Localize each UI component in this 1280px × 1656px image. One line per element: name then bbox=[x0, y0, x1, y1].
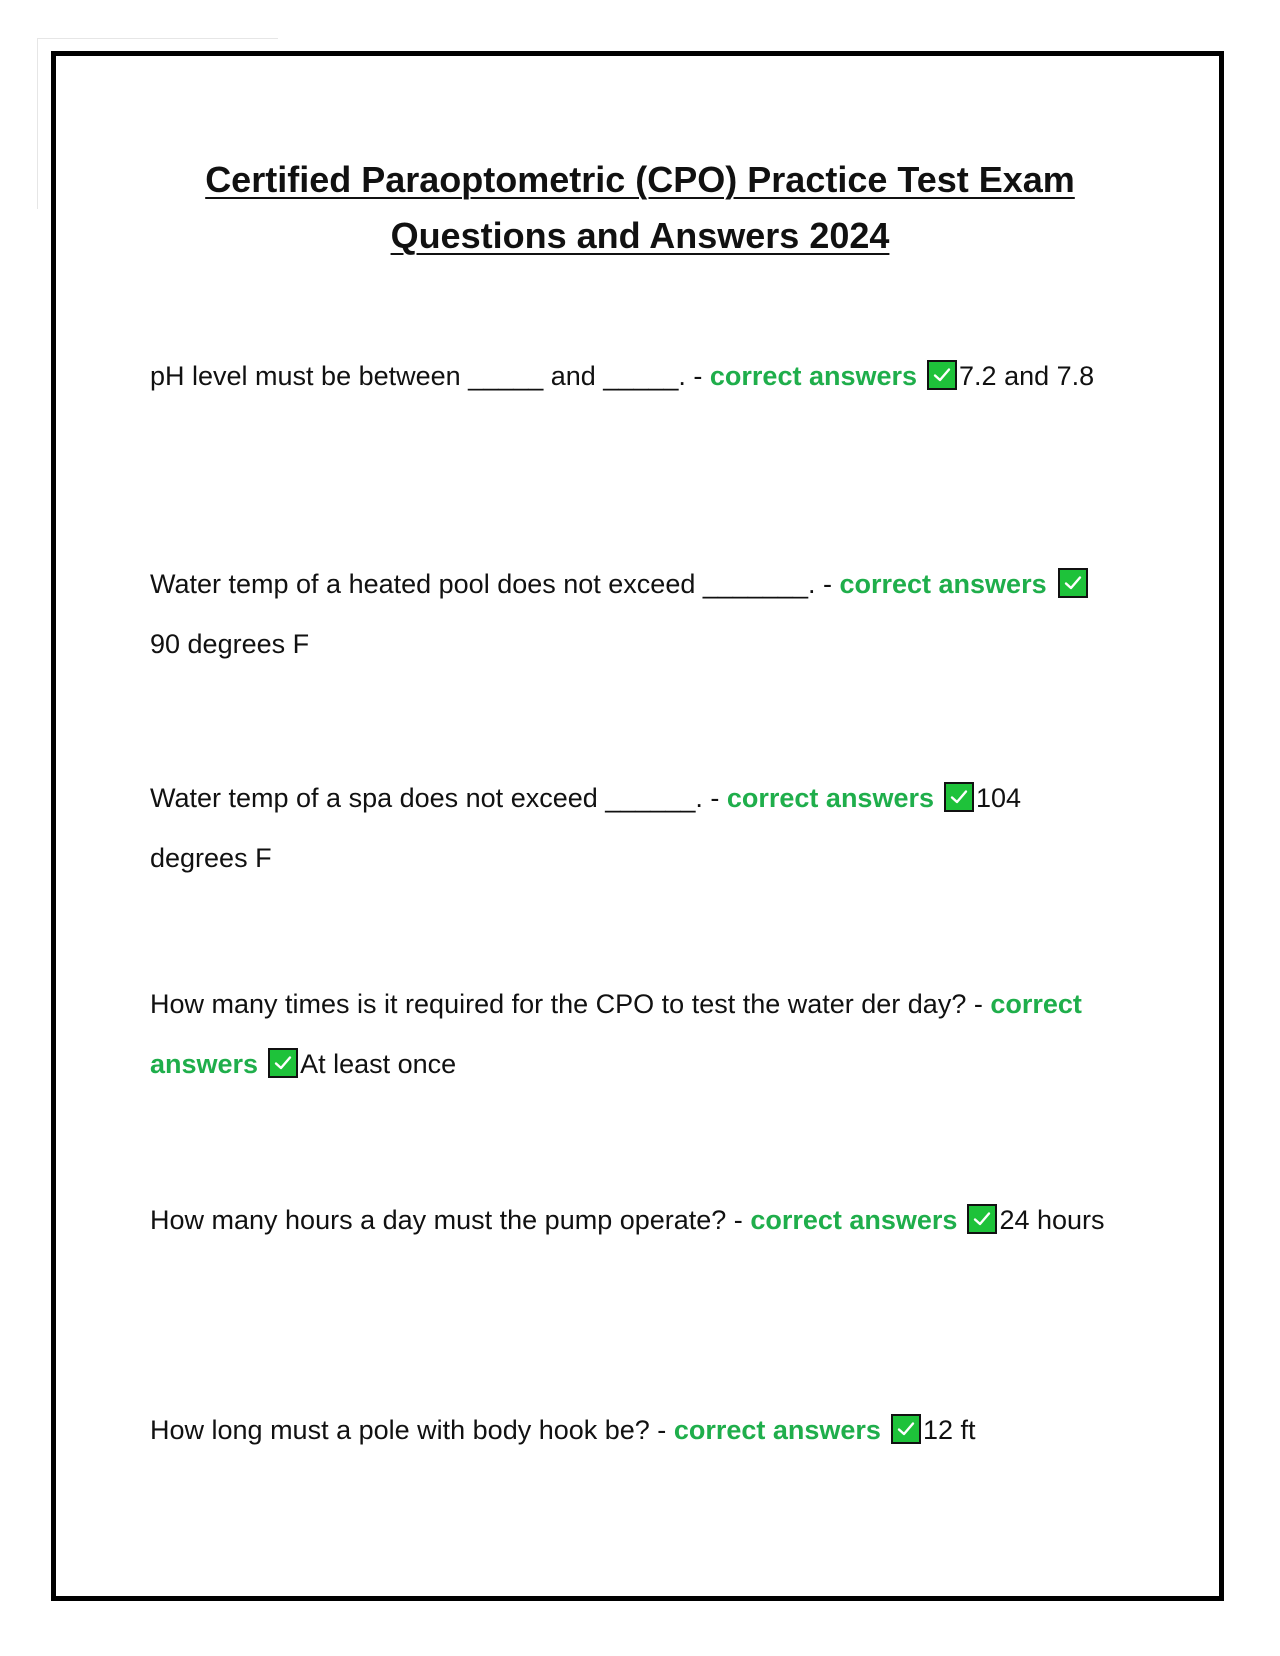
question-text: How long must a pole with body hook be? - bbox=[150, 1415, 667, 1445]
qa-item-3 bbox=[150, 768, 1110, 888]
qa-item-1 bbox=[150, 346, 1110, 406]
check-mark-icon bbox=[967, 1204, 997, 1234]
correct-answers-label: correct answers bbox=[839, 569, 1047, 599]
answer-text: 104 degrees F bbox=[150, 783, 1022, 873]
question-text: Water temp of a spa does not exceed ______. - bbox=[150, 783, 720, 813]
correct-answers-label: correct answers bbox=[726, 783, 934, 813]
correct-answers-label: correct answers bbox=[150, 989, 1082, 1079]
check-mark-icon bbox=[268, 1048, 298, 1078]
check-mark-icon bbox=[1058, 568, 1088, 598]
qa-item-5 bbox=[150, 1190, 1110, 1250]
answer-text: 12 ft bbox=[922, 1415, 976, 1445]
title-line-1: Certified Paraoptometric (CPO) Practice Test Exam bbox=[205, 159, 1075, 200]
answer-text: 7.2 and 7.8 bbox=[959, 361, 1095, 391]
question-text: How many times is it required for the CPO to test the water der day? - bbox=[150, 989, 983, 1019]
check-mark-icon bbox=[944, 782, 974, 812]
check-mark-icon bbox=[927, 360, 957, 390]
title-line-2: Questions and Answers 2024 bbox=[390, 215, 890, 256]
check-mark-icon bbox=[891, 1414, 921, 1444]
question-text: pH level must be between _____ and _____. - bbox=[150, 361, 703, 391]
answer-text: 90 degrees F bbox=[150, 629, 310, 659]
correct-answers-label: correct answers bbox=[673, 1415, 881, 1445]
qa-item-6 bbox=[150, 1400, 1110, 1460]
document-title bbox=[120, 152, 1160, 264]
question-text: How many hours a day must the pump operate? - bbox=[150, 1205, 743, 1235]
correct-answers-label: correct answers bbox=[709, 361, 918, 391]
question-text: Water temp of a heated pool does not exceed _______. - bbox=[150, 569, 832, 599]
answer-text: 24 hours bbox=[999, 1205, 1105, 1235]
qa-item-4 bbox=[150, 974, 1110, 1094]
correct-answers-label: correct answers bbox=[750, 1205, 958, 1235]
answer-text: At least once bbox=[300, 1049, 457, 1079]
qa-item-2 bbox=[150, 554, 1110, 674]
